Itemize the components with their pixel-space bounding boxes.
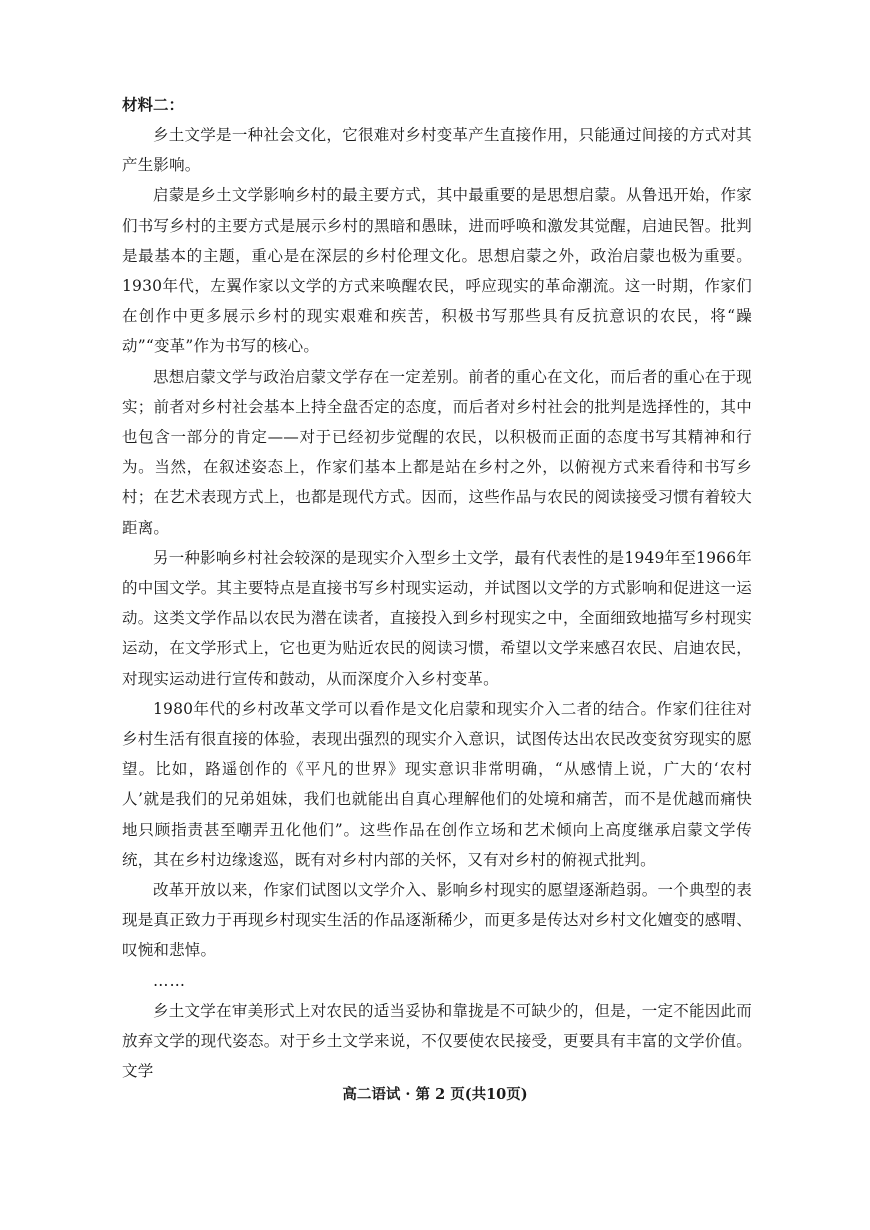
page-footer: 高二语试 · 第 2 页(共10页) <box>342 1086 528 1103</box>
paragraph-6: 改革开放以来，作家们试图以文学介入、影响乡村现实的愿望逐渐趋弱。一个典型的表现是真正致力于再现乡村现实生活的作品逐渐稀少，而更多是传达对乡村文化嬗变的感喟、叹惋和悲悼。 <box>122 881 752 960</box>
paragraph-3: 思想启蒙文学与政治启蒙文学存在一定差别。前者的重心在文化，而后者的重心在于现实；前者对乡村社会基本上持全盘否定的态度，而后者对乡村社会的批判是选择性的，其中也包含一部分的肯定——对于已经初步觉醒的农民，以积极而正面的态度书写其精神和行为。当然，在叙述姿态上，作家们基本上都是站在乡村之外，以俯视方式来看待和书写乡村；在艺术表现方式上，也都是现代方式。因而，这些作品与农民的阅读接受习惯有着较大距离。 <box>122 367 752 537</box>
paragraph-1: 乡土文学是一种社会文化，它很难对乡村变革产生直接作用，只能通过间接的方式对其产生影响。 <box>122 126 752 175</box>
paragraph-4: 另一种影响乡村社会较深的是现实介入型乡土文学，最有代表性的是1949年至1966年的中国文学。其主要特点是直接书写乡村现实运动，并试图以文学的方式影响和促进这一运动。这类文学作品以农民为潜在读者，直接投入到乡村现实之中，全面细致地描写乡村现实运动，在文学形式上，它也更为贴近农民的阅读习惯，希望以文学来感召农民、启迪农民，对现实运动进行宣传和鼓动，从而深度介入乡村变革。 <box>122 548 752 688</box>
paragraph-5: 1980年代的乡村改革文学可以看作是文化启蒙和现实介入二者的结合。作家们往往对乡村生活有很直接的体验，表现出强烈的现实介入意识，试图传达出农民改变贫穷现实的愿望。比如，路遥创作的《平凡的世界》现实意识非常明确，“从感情上说，广大的‘农村人’就是我们的兄弟姐妹，我们也就能出自真心理解他们的处境和痛苦，而不是优越而痛快地只顾指责甚至嘲弄丑化他们”。这些作品在创作立场和艺术倾向上高度继承启蒙文学传统，其在乡村边缘逡巡，既有对乡村内部的关怀，又有对乡村的俯视式批判。 <box>122 699 752 869</box>
section-heading: 材料二： <box>122 95 185 114</box>
paragraph-2: 启蒙是乡土文学影响乡村的最主要方式，其中最重要的是思想启蒙。从鲁迅开始，作家们书写乡村的主要方式是展示乡村的黑暗和愚昧，进而呼唤和激发其觉醒，启迪民智。批判是最基本的主题，重心是在深层的乡村伦理文化。思想启蒙之外，政治启蒙也极为重要。1930年代，左翼作家以文学的方式来唤醒农民，呼应现实的革命潮流。这一时期，作家们在创作中更多展示乡村的现实艰难和疾苦，积极书写那些具有反抗意识的农民，将“躁动”“变革”作为书写的核心。 <box>122 186 752 356</box>
paragraph-final: 乡土文学在审美形式上对农民的适当妥协和靠拢是不可缺少的，但是，一定不能因此而放弃文学的现代姿态。对于乡土文学来说，不仅要使农民接受，更要具有丰富的文学价值。文学 <box>122 1001 752 1081</box>
ellipsis-mark: …… <box>153 971 186 990</box>
document-body <box>122 90 752 1086</box>
